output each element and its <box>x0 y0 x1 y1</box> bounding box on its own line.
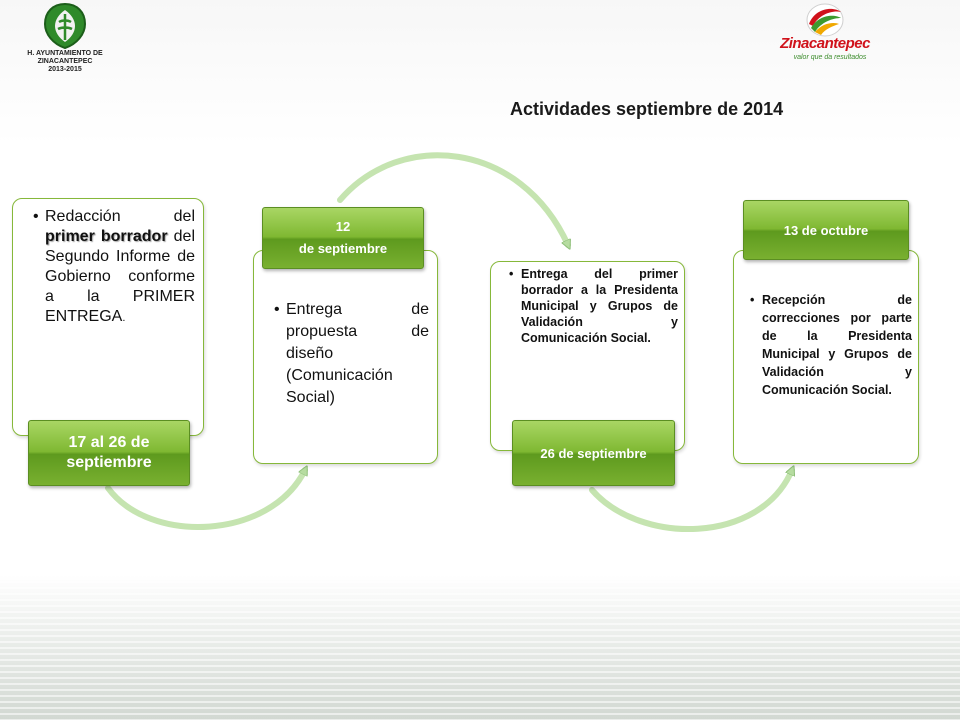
step1-date-badge <box>28 420 190 486</box>
step1-text-part2: del Segundo Informe de Gobierno conforme a la PRIMER ENTREGA <box>45 228 195 325</box>
municipal-logo-line3: 2013-2015 <box>48 66 82 73</box>
step2-text: • Entrega de propuesta de diseño (Comunicación Social) <box>286 299 429 409</box>
step1-text-part3: . <box>122 312 126 324</box>
municipal-logo-line1: H. AYUNTAMIENTO DE <box>27 50 103 57</box>
step4-card <box>733 250 919 464</box>
step2-date-line2: de septiembre <box>298 241 388 256</box>
page-title: Actividades septiembre de 2014 <box>510 99 784 119</box>
step1-date: 17 al 26 de septiembre <box>66 434 152 471</box>
step1-text-highlight: primer borrador <box>45 228 168 245</box>
step3-text: • Entrega del primer borrador a la Presidenta Municipal y Grupos de Validación y Comunicación Social. <box>521 266 678 346</box>
step4-date: 13 de octubre <box>783 222 869 238</box>
step1-text-part1: Redacción del <box>45 208 195 225</box>
municipal-logo-line2: ZINACANTEPEC <box>37 58 93 65</box>
brand-tagline: valor que da resultados <box>793 54 867 61</box>
step4-text: • Recepción de correcciones por parte de la Presidenta Municipal y Grupos de Validación y Comunicación Social. <box>762 291 912 399</box>
step1-card <box>12 198 204 436</box>
step2-date-line1: 12 <box>335 219 351 234</box>
step1-text <box>45 207 195 328</box>
step3-date-badge <box>512 420 675 486</box>
step2-card <box>253 250 438 464</box>
step3-date: 26 de septiembre <box>540 445 647 461</box>
brand-name: Zinacantepec <box>780 35 870 52</box>
step4-date-badge <box>743 200 909 260</box>
step2-date-badge <box>262 207 424 269</box>
